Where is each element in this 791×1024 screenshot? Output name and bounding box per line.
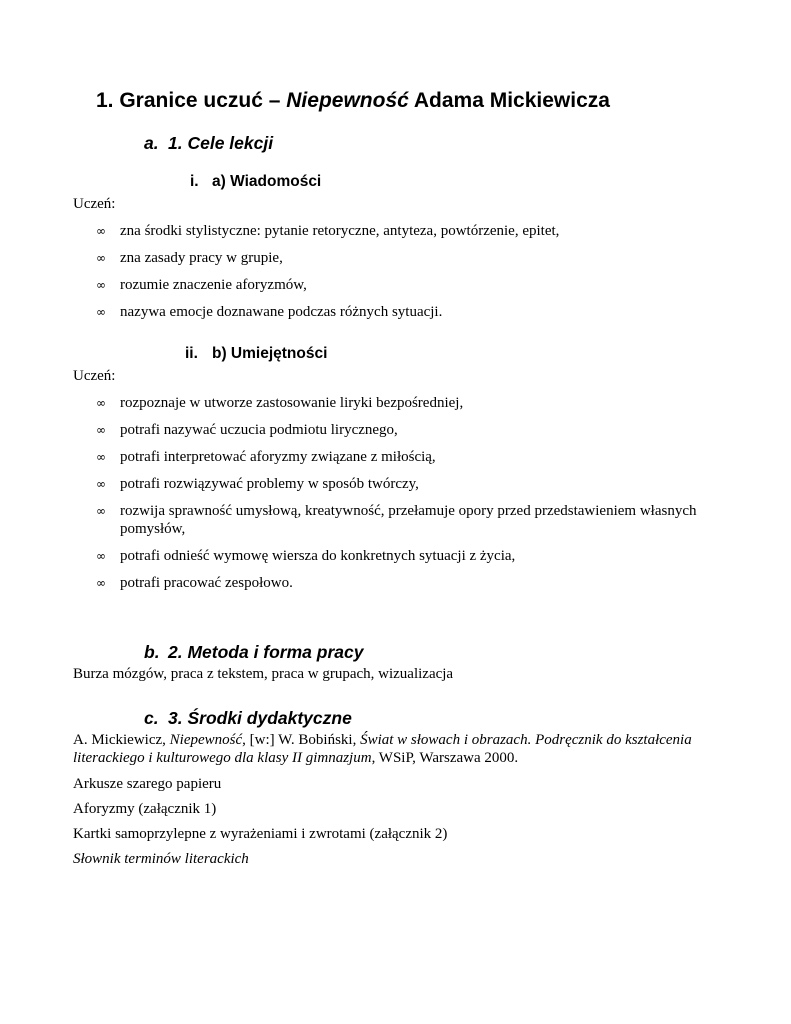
heading-label: 2. Metoda i forma pracy: [168, 642, 364, 662]
list-item-text: potrafi rozwiązywać problemy w sposób twórczy,: [120, 476, 419, 492]
title-suffix: Adama Mickiewicza: [408, 89, 610, 112]
reference-editor: , [w:] W. Bobiński,: [242, 732, 361, 748]
heading-number: ii.: [185, 345, 198, 362]
list-item: [96, 249, 740, 267]
heading-umiejetnosci: [185, 344, 327, 364]
title-prefix: 1. Granice uczuć –: [96, 89, 287, 112]
infinity-bullet-icon: ∞: [96, 305, 106, 319]
list-item-text: potrafi nazywać uczucia podmiotu lirycznego,: [120, 422, 398, 438]
infinity-bullet-icon: ∞: [96, 251, 106, 265]
reference-title: Niepewność: [169, 732, 243, 748]
reference-book-title: Świat w słowach i obrazach. Podręcznik do kształcenia literackiego i kulturowego dla klasy II gimnazjum: [73, 732, 692, 766]
list-item-text: rozwija sprawność umysłową, kreatywność, przełamuje opory przed przedstawieniem własnych pomysłów,: [120, 503, 697, 537]
list-item: [96, 421, 740, 439]
heading-label: 1. Cele lekcji: [168, 133, 274, 153]
srodki-item: Kartki samoprzylepne z wyrażeniami i zwrotami (załącznik 2): [73, 826, 448, 842]
list-item-text: potrafi pracować zespołowo.: [120, 575, 293, 591]
list-item: [96, 303, 740, 321]
srodki-item: Arkusze szarego papieru: [73, 776, 222, 792]
heading-number: a.: [144, 133, 159, 153]
heading-srodki: [144, 707, 352, 729]
reference-author: A. Mickiewicz,: [73, 732, 170, 748]
list-item-text: zna środki stylistyczne: pytanie retoryczne, antyteza, powtórzenie, epitet,: [120, 223, 560, 239]
metoda-text: Burza mózgów, praca z tekstem, praca w grupach, wizualizacja: [73, 666, 454, 682]
list-item: [96, 394, 740, 412]
uczen-label: Uczeń:: [73, 196, 116, 212]
heading-label: a) Wiadomości: [212, 173, 322, 190]
srodki-item: Aforyzmy (załącznik 1): [73, 801, 217, 817]
infinity-bullet-icon: ∞: [96, 423, 106, 437]
list-item: [96, 222, 740, 240]
heading-number: i.: [190, 173, 199, 190]
srodki-item: Słownik terminów literackich: [73, 851, 249, 867]
page-title: [96, 88, 610, 114]
list-item-text: zna zasady pracy w grupie,: [120, 250, 283, 266]
uczen-label: Uczeń:: [73, 368, 116, 384]
infinity-bullet-icon: ∞: [96, 396, 106, 410]
list-item-text: rozpoznaje w utworze zastosowanie liryki bezpośredniej,: [120, 395, 464, 411]
list-item-text: potrafi odnieść wymowę wiersza do konkretnych sytuacji z życia,: [120, 548, 516, 564]
infinity-bullet-icon: ∞: [96, 278, 106, 292]
title-italic: Niepewność: [286, 89, 409, 112]
infinity-bullet-icon: ∞: [96, 549, 106, 563]
list-item: [96, 276, 740, 294]
infinity-bullet-icon: ∞: [96, 477, 106, 491]
infinity-bullet-icon: ∞: [96, 576, 106, 590]
heading-number: b.: [144, 642, 160, 662]
heading-label: b) Umiejętności: [212, 345, 328, 362]
list-item: [96, 547, 740, 565]
list-item-text: rozumie znaczenie aforyzmów,: [120, 277, 307, 293]
heading-wiadomosci: [190, 172, 321, 192]
reference-publisher: , WSiP, Warszawa 2000.: [371, 750, 519, 766]
bibliography-reference: [73, 731, 733, 767]
list-item: [96, 574, 740, 592]
infinity-bullet-icon: ∞: [96, 504, 106, 518]
infinity-bullet-icon: ∞: [96, 450, 106, 464]
umiejetnosci-list: [96, 394, 740, 601]
wiadomosci-list: [96, 222, 740, 330]
heading-number: c.: [144, 708, 159, 728]
heading-metoda: [144, 641, 363, 663]
heading-label: 3. Środki dydaktyczne: [168, 708, 352, 728]
list-item-text: potrafi interpretować aforyzmy związane z miłością,: [120, 449, 436, 465]
infinity-bullet-icon: ∞: [96, 224, 106, 238]
heading-cele-lekcji: [144, 132, 273, 154]
list-item: [96, 475, 740, 493]
list-item: [96, 502, 740, 538]
list-item-text: nazywa emocje doznawane podczas różnych sytuacji.: [120, 304, 443, 320]
list-item: [96, 448, 740, 466]
